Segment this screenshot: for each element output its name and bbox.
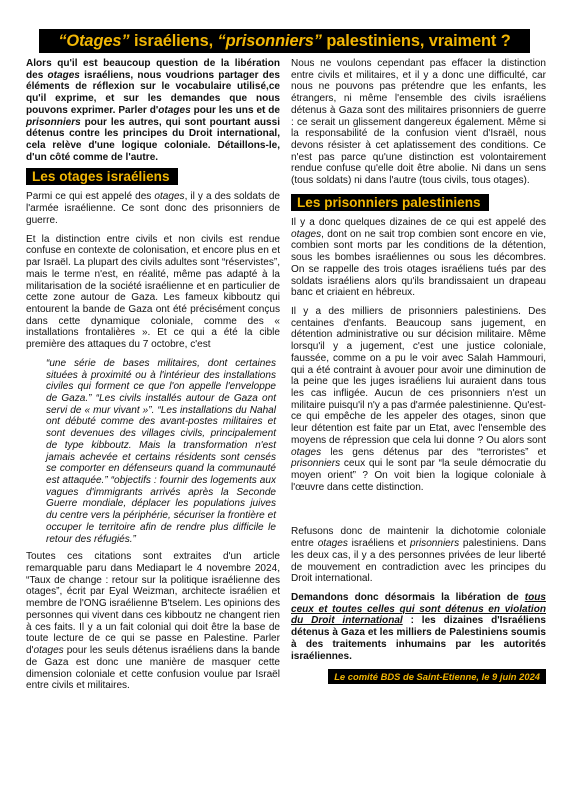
page-title (39, 29, 530, 53)
paragraph: Il y a donc quelques dizaines de ce qui est appelé des otages, dont on ne sait trop combien sont encore en vie, combien sont morts par les conditions de la détention, sous les bombes israéliennes ou sous les décombres. On se rappelle des trois otages israéliens tués par des soldats israéliens alors qu'ils brandissaient un drapeau banc et criaient en hébreux. (291, 216, 546, 299)
section-heading-prisonniers: Les prisonniers palestiniens (291, 194, 489, 211)
left-column (26, 58, 280, 699)
title-quote-prisonniers: “prisonniers” (217, 32, 322, 50)
spacer (291, 500, 546, 526)
paragraph: Parmi ce qui est appelé des otages, il y a des soldats de l'armée israélienne. Ce sont donc des prisonniers de guerre. (26, 191, 280, 226)
right-column (291, 58, 546, 684)
title-part: palestiniens, vraiment ? (321, 32, 511, 50)
signature-badge: Le comité BDS de Saint-Etienne, le 9 juin 2024 (328, 669, 546, 684)
paragraph: Il y a des milliers de prisonniers palestiniens. Des centaines d'enfants. Beaucoup sans jugement, en détention administrative ou sur décision militaire. Même lorsqu'il y a jugement, c'est une justice coloniale, faussée, comme on a pu le voir avec Salah Hammouri, qui a été contraint à avouer pour avoir une diminution de la peine que les juges israéliens lui auraient dans tous les cas infligée. Aucun de ces prisonniers n'est un militaire puisqu'il n'y a pas d'armée palestinienne. Qu'est-ce qui empêche de les appeler des otages, sinon que leur détention est faite par un Etat, avec l'ensemble des moyens de répression que cela lui donne ? Ou alors sont otages les gens détenus par des “terroristes” et prisonniers ceux qui le sont par “la seule démocratie du moyen orient” ? On voit bien la logique coloniale à l'œuvre dans cette distinction. (291, 305, 546, 493)
section-heading-otages: Les otages israéliens (26, 168, 178, 185)
paragraph: Nous ne voulons cependant pas effacer la distinction entre civils et militaires, et il y a donc une difficulté, car nous ne pouvons pas prétendre que les enfants, les étrangers, ni même l'ensemble des civils israéliens détenus à Gaza sont des militaires prisonniers de guerre : ce serait un glissement dangereux également. Même si la responsabilité de la confusion vient d'Israël, nous devons résister à cet aplatissement des conditions. Ce n'est pas parce qu'une distinction est volontairement rendue confuse qu'elle doit être abolie. Ni dans un sens (tous soldats) ni dans l'autre (tous civils, tous otages). (291, 58, 546, 187)
call-to-action: Demandons donc désormais la libération de tous ceux et toutes celles qui sont détenus en violation du Droit international : les dizaines d'Israéliens détenus à Gaza et les milliers de Palestiniens soumis à des traitements inhumains par les autorités israéliennes. (291, 592, 546, 662)
paragraph: Et la distinction entre civils et non civils est rendue confuse en contexte de colonisation, et encore plus en et par Israël. La plupart des civils adultes sont “réservistes”, mais le terme n'est, en réalité, même pas adapté à la militarisation de la société israélienne et en particulier de cette zone autour de Gaza. Les fameux kibboutz qui entourent la bande de Gaza ont été précisément conçus dans cette dynamique coloniale, comme des « installations frontalières ». Et ce qui a été la cible première des attaques du 7 octobre, c'est (26, 233, 280, 351)
intro-paragraph: Alors qu'il est beaucoup question de la libération des otages israéliens, nous voudrions partager des éléments de réflexion sur le vocabulaire utilisé,ce qu'il exprime, et sur les demandes que nous pouvons exprimer. Parler d'otages pour les uns et de prisonniers pour les autres, qui sont pourtant aussi détenus contre les principes du Droit international, cela relève d'une logique coloniale. Détaillons-le, d'un côté comme de l'autre. (26, 58, 281, 163)
paragraph: Refusons donc de maintenir la dichotomie coloniale entre otages israéliens et prisonniers palestiniens. Dans les deux cas, il y a des personnes privées de leur liberté de mouvement en contradiction avec les principes du Droit international. (291, 526, 546, 585)
title-quote-otages: “Otages” (58, 32, 130, 50)
title-part: israéliens, (129, 32, 218, 50)
block-quote: “une série de bases militaires, dont certaines situées à proximité ou à l'intérieur des installations civiles qui forment ce que l'on appelle l'enveloppe de Gaza.” “Les civils installés autour de Gaza ont servi de « mur vivant »”. “Les installations du Nahal ont débuté comme des avant-postes militaires et sont devenues des villages civils, principalement de type kibboutz. Mais la transformation n'est jamais achevée et certains résidents sont censés se comporter en défenseurs quand la communauté est attaquée.” “objectifs : fournir des logements aux vagues d'immigrants arrivés après la Seconde Guerre mondiale, déplacer les populations juives du centre vers la périphérie, sécuriser la frontière et occuper le territoire afin de rendre plus difficile le retour des réfugiés.” (46, 357, 276, 545)
paragraph: Toutes ces citations sont extraites d'un article remarquable paru dans Mediapart le 4 novembre 2024, “Taux de change : retour sur la politique israélienne des otages”, écrit par Eyal Weizman, architecte israélien et membre de l'ONG israélienne B'tselem. Les opinions des personnes qui vivent dans ces kibboutz ne changent rien à ces faits. Il y a un fait colonial qui doit être la base de toute lecture de ce qui se passe en Palestine. Parler d'otages pour les seuls détenus israéliens dans la bande de Gaza est donc une manière de masquer cette dimension coloniale et cette confusion voulue par Israël entre civils et militaires. (26, 551, 281, 692)
